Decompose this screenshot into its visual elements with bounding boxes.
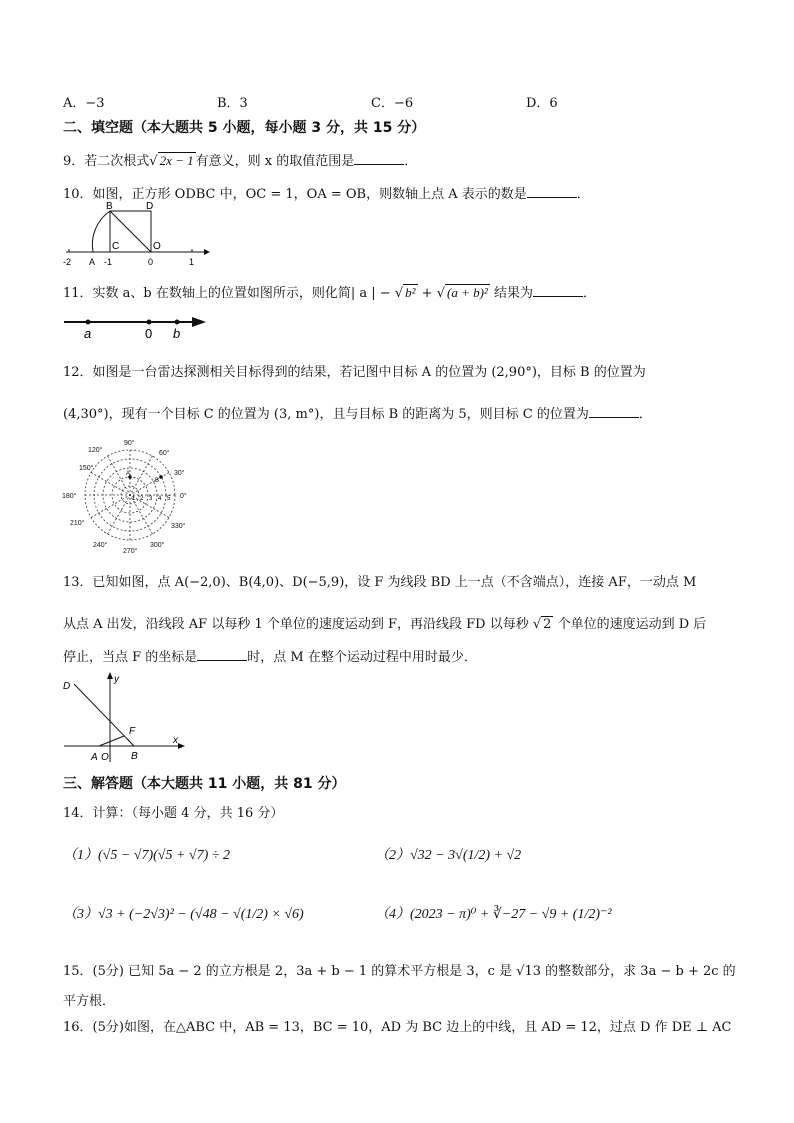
angle-label: 0° <box>180 493 187 500</box>
q14-part2: （2）√32 − 3√(1/2) + √2 <box>375 848 522 863</box>
angle-label: 300° <box>150 542 165 549</box>
question-13-line3: 停止，当点 F 的坐标是 时，点 M 在整个运动过程中用时最少． <box>63 650 477 665</box>
question-15-line1: 15．(5分) 已知 5a − 2 的立方根是 2，3a + b − 1 的算术平方根是 3，c 是 √13 的整数部分，求 3a − b + 2c 的 <box>63 964 736 979</box>
ring-label: 2 <box>140 496 144 502</box>
q9-post: 有意义，则 x 的取值范围是 <box>195 154 355 169</box>
label-o: O <box>153 241 161 252</box>
tick-label: -2 <box>63 257 72 267</box>
angle-label: 330° <box>171 523 186 530</box>
tick-label: 1 <box>189 257 195 267</box>
ring-label: 3 <box>149 496 153 502</box>
angle-label: 240° <box>93 542 108 549</box>
section2-title: 二、填空题（本大题共 5 小题，每小题 3 分，共 15 分） <box>63 120 426 136</box>
answer-blank[interactable] <box>354 152 404 165</box>
q14-part1: （1）(√5 − √7)(√5 + √7) ÷ 2 <box>63 848 230 863</box>
radar-figure <box>60 435 200 557</box>
angle-label: 120° <box>88 447 103 454</box>
question-14-title: 14．计算：（每小题 4 分，共 16 分） <box>63 806 284 821</box>
angle-label: 90° <box>124 440 135 447</box>
point-b: B <box>155 478 160 484</box>
label-a: a <box>84 326 92 340</box>
choice-c: C．−6 <box>371 96 414 111</box>
angle-label: 60° <box>159 450 170 457</box>
q9-radicand: 2x − 1 <box>159 153 194 168</box>
ring-label: 1 <box>132 496 136 502</box>
angle-label: 150° <box>79 465 94 472</box>
q11-figure <box>60 312 210 340</box>
label-y: y <box>114 674 119 685</box>
angle-label: 270° <box>123 548 138 555</box>
question-9: 9．若二次根式√ 2x − 1 有意义，则 x 的取值范围是 ． <box>63 153 418 169</box>
tick-label: -1 <box>104 257 113 267</box>
question-15-line2: 平方根． <box>63 994 116 1009</box>
choice-a: A．−3 <box>63 96 105 111</box>
angle-label: 180° <box>62 493 77 500</box>
question-16-line1: 16．(5分)如图，在△ABC 中，AB = 13，BC = 10，AD 为 BC 边上的中线，且 AD = 12，过点 D 作 DE ⊥ AC <box>63 1020 732 1035</box>
label-o: O <box>101 752 109 763</box>
answer-blank[interactable] <box>197 648 247 661</box>
q14-part4: （4）(2023 − π)⁰ + ∛−27 − √9 + (1/2)⁻² <box>375 907 612 922</box>
question-12-line2: (4,30°)，现有一个目标 C 的位置为 (3, m°)，且与目标 B 的距离为 5，则目标 C 的位置为 ． <box>63 407 652 422</box>
label-zero: 0 <box>145 326 153 340</box>
q13-figure <box>60 670 190 765</box>
answer-blank[interactable] <box>527 185 577 198</box>
question-10: 10．如图，正方形 ODBC 中，OC = 1，OA = OB，则数轴上点 A 表示的数是 ． <box>63 187 590 202</box>
question-13-line1: 13．已知如图，点 A(−2,0)、B(4,0)、D(−5,9)，设 F 为线段 BD 上一点（不含端点），连接 AF，一动点 M <box>63 575 697 590</box>
label-f: F <box>129 726 136 737</box>
label-b: B <box>131 751 138 762</box>
angle-label: 210° <box>70 520 85 527</box>
question-12-line1: 12．如图是一台雷达探测相关目标得到的结果，若记图中目标 A 的位置为 (2,90°)，目标 B 的位置为 <box>63 365 646 380</box>
label-d: D <box>146 201 154 212</box>
q10-text: 10．如图，正方形 ODBC 中，OC = 1，OA = OB，则数轴上点 A 表示的数是 <box>63 187 527 202</box>
label-a: A <box>91 752 98 763</box>
label-c: C <box>112 241 120 252</box>
answer-blank[interactable] <box>589 405 639 418</box>
angle-label: 30° <box>174 470 185 477</box>
question-13-line2: 从点 A 出发，沿线段 AF 以每秒 1 个单位的速度运动到 F，再沿线段 FD 以每秒 √ 2 个单位的速度运动到 D 后 <box>63 617 707 632</box>
ring-label: 5 <box>167 496 171 502</box>
q14-part3: （3）√3 + (−2√3)² − (√48 − √(1/2) × √6) <box>63 907 304 922</box>
choice-d: D．6 <box>526 96 558 111</box>
label-b: b <box>173 326 181 340</box>
label-b: B <box>106 201 113 212</box>
point-a: A <box>126 471 131 477</box>
section3-title: 三、解答题（本大题共 11 小题，共 81 分） <box>63 776 346 792</box>
ring-label: 4 <box>158 496 162 502</box>
label-d: D <box>63 681 71 692</box>
label-x: x <box>173 735 178 746</box>
answer-blank[interactable] <box>533 284 583 297</box>
tick-label: 0 <box>148 257 154 267</box>
question-11: 11．实数 a、b 在数轴上的位置如图所示，则化简| a | − √ b² + √ (a + b)² 结果为 ． <box>63 285 596 301</box>
q9-pre: 9．若二次根式 <box>63 154 150 169</box>
label-a: A <box>89 257 96 267</box>
q10-figure <box>58 200 213 270</box>
choice-b: B．3 <box>217 96 248 111</box>
